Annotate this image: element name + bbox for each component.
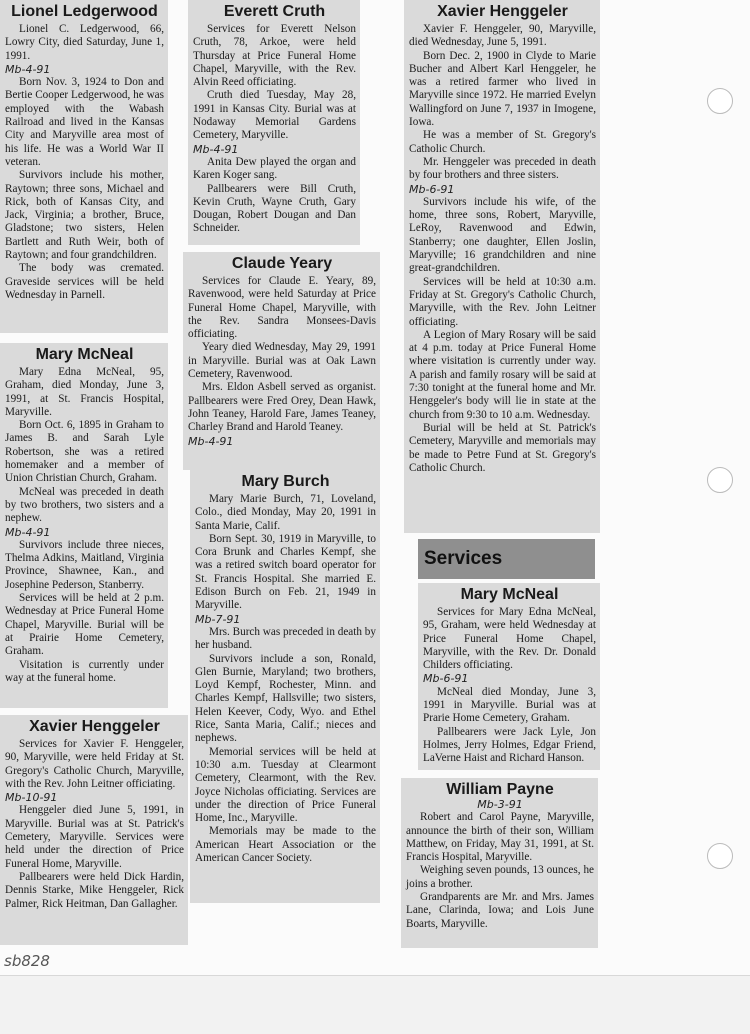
obituary-paragraph: Born Sept. 30, 1919 in Maryville, to Cora Brunk and Charles Kempf, she was a retired switch board operator for St. Francis Hospital. She married E. Edison Burch on Feb. 21, 1949 in Maryville. xyxy=(195,532,376,612)
obituary-paragraph: Pallbearers were Bill Cruth, Kevin Cruth, Wayne Cruth, Gary Dougan, Robert Dougan and Dan Schneider. xyxy=(193,182,356,235)
binder-hole-icon xyxy=(707,467,733,493)
obituary-paragraph: Xavier F. Henggeler, 90, Maryville, died Wednesday, June 5, 1991. xyxy=(409,23,596,49)
obituary-paragraph: Services for Claude E. Yeary, 89, Ravenwood, were held Saturday at Price Funeral Home Chapel, Maryville, with the Rev. Sandra Monsees-Davis officiating. xyxy=(188,275,376,341)
obituary-paragraph: Cruth died Tuesday, May 28, 1991 in Kansas City. Burial was at Nodaway Memorial Gardens Cemetery, Maryville. xyxy=(193,89,356,142)
obituary-paragraph: Lionel C. Ledgerwood, 66, Lowry City, died Saturday, June 1, 1991. xyxy=(5,23,164,62)
birth-notice-paragraph: Grandparents are Mr. and Mrs. James Lane, Clarinda, Iowa; and Lois June Boarts, Maryville. xyxy=(406,891,594,930)
handwritten-note: Mb-4-91 xyxy=(5,525,51,539)
obituary-paragraph: Services for Xavier F. Henggeler, 90, Maryville, were held Friday at St. Gregory's Catholic Church, Maryville, with the Rev. John Leitner officiating. xyxy=(5,738,184,790)
obituary-title: Mary McNeal xyxy=(35,346,134,363)
obituary-title: Lionel Ledgerwood xyxy=(11,3,158,20)
obituary-title: Mary Burch xyxy=(241,473,330,490)
obituary-paragraph: Survivors include his mother, Raytown; three sons, Michael and Rick, both of Kansas City, and Jack, Virginia; a brother, Bruce, Gladstone; two sisters, Helen Bartlett and Ruth Weir, both of Raytown; and four grandchildren. xyxy=(5,169,164,262)
obituary-title: Xavier Henggeler xyxy=(29,718,160,735)
obituary-paragraph: Burial will be held at St. Patrick's Cemetery, Maryville and memorials may be made to Petre Fund at St. Gregory's Catholic Church. xyxy=(409,421,596,474)
handwritten-note: Mb-4-91 xyxy=(193,142,239,156)
birth-notice-paragraph: Weighing seven pounds, 13 ounces, he joins a brother. xyxy=(406,864,594,890)
handwritten-note: Mb-6-91 xyxy=(423,672,469,686)
obituary-paragraph: Services will be held at 10:30 a.m. Friday at St. Gregory's Catholic Church, Maryville, with the Rev. John Leitner officiating. xyxy=(409,275,596,328)
handwritten-note: Mb-4-91 xyxy=(188,434,234,448)
obituary-paragraph: Mary Marie Burch, 71, Loveland, Colo., died Monday, May 20, 1991 in Santa Marie, Calif. xyxy=(195,493,376,532)
obituary-paragraph: Pallbearers were Jack Lyle, Jon Holmes, Jerry Holmes, Edgar Friend, LaVerne Haist and Richard Hanson. xyxy=(423,725,596,765)
birth-notice-title: William Payne xyxy=(446,781,554,798)
obituary-paragraph: Yeary died Wednesday, May 29, 1991 in Maryville. Burial was at Oak Lawn Cemetery, Ravenwood. xyxy=(188,341,376,381)
section-banner-services: Services xyxy=(418,539,595,579)
obituary-paragraph: Anita Dew played the organ and Karen Koger sang. xyxy=(193,155,356,182)
obituary-paragraph: A Legion of Mary Rosary will be said at 4 p.m. today at Price Funeral Home where visitation is currently under way. A parish and family rosary will be said at 7:30 tonight at the funeral home and Mr. Henggeler's body will lie in state at the church from 9:30 to 10 a.m. Wednesday. xyxy=(409,328,596,421)
obituary-paragraph: Henggeler died June 5, 1991, in Maryville. Burial was at St. Patrick's Cemetery, Maryville. Services were held under the direction of Price Funeral Home, Maryville. xyxy=(5,804,184,870)
handwritten-note: Mb-7-91 xyxy=(195,612,241,626)
binder-hole-icon xyxy=(707,88,733,114)
obituary-paragraph: Born Oct. 6, 1895 in Graham to James B. and Sarah Lyle Robertson, she was a retired homemaker and a member of Union Christian Church, Graham. xyxy=(5,419,164,485)
service-notice-mcneal xyxy=(418,583,600,770)
obituary-paragraph: McNeal was preceded in death by two brothers, two sisters and a nephew. xyxy=(5,485,164,525)
obituary-paragraph: Survivors include a son, Ronald, Glen Burnie, Maryland; two brothers, Loyd Kempf, Rochester, Minn. and Charles Kempf, Hallsville; two sisters, Helen Keever, Cody, Wyo. and Ethel Rice, Santa Maria, Calif.; nieces and nephews. xyxy=(195,652,376,745)
handwritten-note: Mb-10-91 xyxy=(5,791,58,805)
obituary-henggeler xyxy=(404,0,600,533)
service-notice-cruth xyxy=(188,0,360,245)
obituary-paragraph: He was a member of St. Gregory's Catholic Church. xyxy=(409,129,596,155)
obituary-title: Mary McNeal xyxy=(460,586,559,603)
obituary-paragraph: Mrs. Burch was preceded in death by her husband. xyxy=(195,625,376,652)
obituary-burch xyxy=(190,470,380,903)
obituary-paragraph: Born Dec. 2, 1900 in Clyde to Marie Bucher and Albert Karl Henggeler, he was a retired farmer who lived in Maryville since 1972. He married Evelyn Wallingford on June 7, 1937 in Imogene, Iowa. xyxy=(409,49,596,129)
birth-notice-paragraph: Robert and Carol Payne, Maryville, announce the birth of their son, William Matthew, on Friday, May 31, 1991, at St. Francis Hospital, Maryville. xyxy=(406,811,594,864)
obituary-paragraph: Memorials may be made to the American Heart Association or the American Cancer Society. xyxy=(195,825,376,865)
handwritten-note: Mb-6-91 xyxy=(409,182,455,196)
obituary-title: Xavier Henggeler xyxy=(437,3,568,20)
obituary-paragraph: Services for Mary Edna McNeal, 95, Graham, were held Wednesday at Price Funeral Home Chapel, Maryville, with the Rev. Dr. Donald Childers officiating. xyxy=(423,606,596,672)
obituary-paragraph: Memorial services will be held at 10:30 a.m. Tuesday at Clearmont Cemetery, Clearmont, with the Rev. Joyce Nicholas officiating. Services are under the direction of Price Funeral Home, Inc., Maryville. xyxy=(195,745,376,825)
obituary-mcneal xyxy=(0,343,168,708)
obituary-paragraph: McNeal died Monday, June 3, 1991 in Maryville. Burial was at Prarie Home Cemetery, Graham. xyxy=(423,685,596,725)
handwritten-note: Mb-4-91 xyxy=(5,62,51,76)
obituary-title: Claude Yeary xyxy=(231,255,333,272)
obituary-paragraph: Born Nov. 3, 1924 to Don and Bertie Cooper Ledgerwood, he was employed with the Wabash Railroad and lived in the Kansas City and Maryville area most of his life. He was a World War II veteran. xyxy=(5,76,164,168)
obituary-paragraph: Mary Edna McNeal, 95, Graham, died Monday, June 3, 1991, at St. Francis Hospital, Maryville. xyxy=(5,366,164,418)
obituary-paragraph: Pallbearers were held Dick Hardin, Dennis Starke, Mike Henggeler, Rick Palmer, Rick Heitman, Dan Gallagher. xyxy=(5,870,184,910)
birth-notice-payne xyxy=(401,778,598,948)
obituary-paragraph: Survivors include his wife, of the home, three sons, Robert, Maryville, LeRoy, Ravenwood and Edwin, Stanberry; one daughter, Ellen Joslin, Maryville; 16 grandchildren and nine great-grandchildren. xyxy=(409,195,596,275)
handwritten-note: Mb-3-91 xyxy=(477,798,523,811)
obituary-paragraph: Survivors include three nieces, Thelma Adkins, Maitland, Virginia Province, Shawnee, Kan., and Josephine Pederson, Stanberry. xyxy=(5,538,164,591)
obituary-ledgerwood xyxy=(0,0,168,333)
obituary-paragraph: Services for Everett Nelson Cruth, 78, Arkoe, were held Thursday at Price Funeral Home Chapel, Maryville, with the Rev. Alvin Reed officiating. xyxy=(193,23,356,89)
obituary-paragraph: Mrs. Eldon Asbell served as organist. Pallbearers were Fred Orey, Dean Hawk, John Teaney, Harold Fare, James Teaney, Charley Brand and Harold Teaney. xyxy=(188,381,376,434)
obituary-title: Everett Cruth xyxy=(223,3,326,20)
service-notice-yeary xyxy=(183,252,380,470)
page-reference-label: sb828 xyxy=(4,952,50,970)
obituary-paragraph: Services will be held at 2 p.m. Wednesday at Price Funeral Home Chapel, Maryville. Burial will be at Prairie Home Cemetery, Graham. xyxy=(5,592,164,658)
obituary-paragraph: Mr. Henggeler was preceded in death by four brothers and three sisters. xyxy=(409,155,596,182)
obituary-paragraph: The body was cremated. Graveside services will be held Wednesday in Parnell. xyxy=(5,262,164,301)
obituary-paragraph: Visitation is currently under way at the funeral home. xyxy=(5,658,164,684)
page-bottom-margin xyxy=(0,975,750,1034)
service-notice-henggeler xyxy=(0,715,188,945)
binder-hole-icon xyxy=(707,843,733,869)
